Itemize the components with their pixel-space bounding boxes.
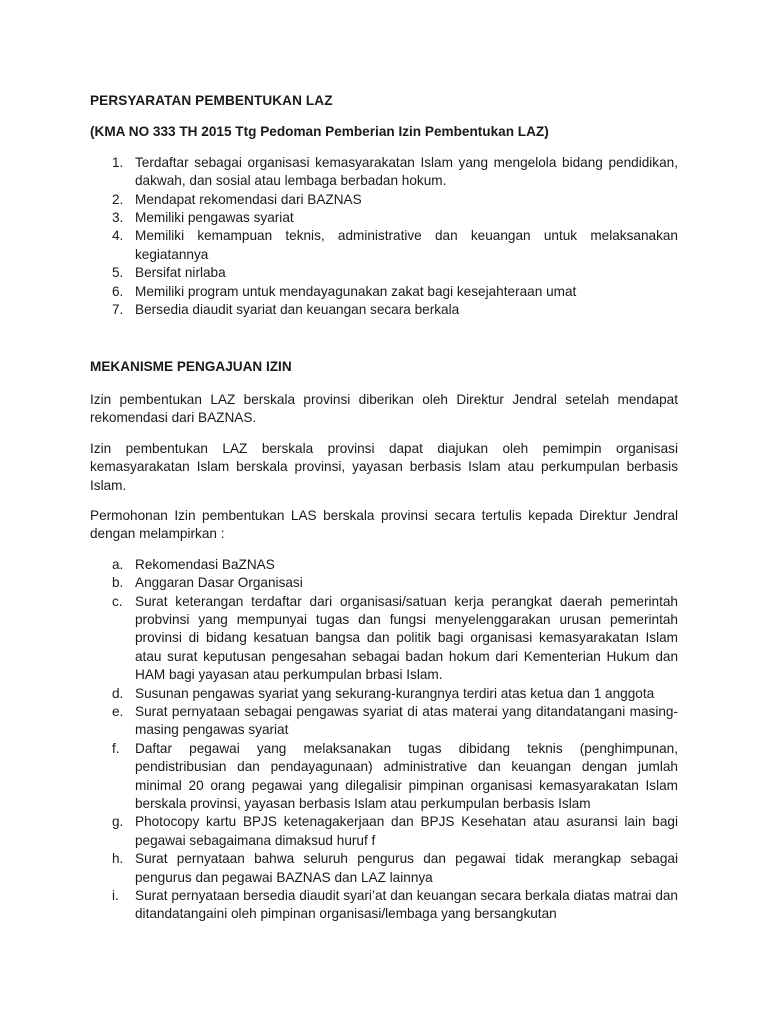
list-marker: 5. — [112, 265, 124, 281]
list-item — [90, 264, 678, 282]
list-item — [90, 740, 678, 814]
list-item-text: Surat pernyataan bahwa seluruh pengurus dan pegawai tidak merangkap sebagai pengurus dan pegawai BAZNAS dan LAZ lainnya — [135, 851, 678, 885]
list-item — [90, 574, 678, 592]
list-item — [90, 283, 678, 301]
list-marker: f. — [112, 740, 120, 756]
list-marker: 7. — [112, 302, 124, 318]
list-marker: 3. — [112, 210, 124, 226]
attachments-list — [90, 556, 678, 924]
list-item — [90, 703, 678, 740]
list-marker: 6. — [112, 283, 124, 299]
list-marker: 4. — [112, 228, 124, 244]
list-item-text: Terdaftar sebagai organisasi kemasyarakatan Islam yang mengelola bidang pendidikan, dakwah, dan sosial atau lembaga berbadan hokum. — [135, 154, 678, 189]
list-item-text: Memiliki pengawas syariat — [135, 210, 294, 226]
list-item — [90, 556, 678, 574]
list-item — [90, 301, 678, 319]
list-marker: 2. — [112, 191, 124, 207]
list-item-text: Susunan pengawas syariat yang sekurang-kurangnya terdiri atas ketua dan 1 anggota — [135, 685, 655, 701]
list-item — [90, 154, 678, 191]
list-item — [90, 813, 678, 850]
list-item-text: Daftar pegawai yang melaksanakan tugas dibidang teknis (penghimpunan, pendistribusian dan pendayagunaan) administrative dan keuangan dengan jumlah minimal 20 orang pegawai yang dilegalisir pimpinan organisasi kemasyarakatan Islam berskala provinsi, yayasan berbasis Islam atau perkumpulan berbasis Islam — [135, 740, 678, 811]
section-title: MEKANISME PENGAJUAN IZIN — [90, 359, 292, 375]
list-marker: e. — [112, 703, 124, 719]
document-subtitle: (KMA NO 333 TH 2015 Ttg Pedoman Pemberian Izin Pembentukan LAZ) — [90, 124, 549, 140]
paragraph: Izin pembentukan LAZ berskala provinsi diberikan oleh Direktur Jendral setelah mendapat rekomendasi dari BAZNAS. — [90, 391, 678, 426]
list-item-text: Rekomendasi BaZNAS — [135, 556, 275, 572]
paragraph: Izin pembentukan LAZ berskala provinsi dapat diajukan oleh pemimpin organisasi kemasyarakatan Islam berskala provinsi, yayasan berbasis Islam atau perkumpulan berbasis Islam. — [90, 440, 678, 493]
list-marker: 1. — [112, 154, 124, 170]
list-marker: b. — [112, 575, 124, 591]
list-item — [90, 227, 678, 264]
list-item — [90, 685, 678, 703]
list-item-text: Bersifat nirlaba — [135, 265, 226, 281]
list-marker: c. — [112, 593, 123, 609]
list-item-text: Surat pernyataan bersedia diaudit syari’at dan keuangan secara berkala diatas matrai dan ditandatangaini oleh pimpinan organisasi/lembaga yang bersangkutan — [135, 888, 678, 922]
requirements-list — [90, 154, 678, 320]
paragraph: Permohonan Izin pembentukan LAS berskala provinsi secara tertulis kepada Direktur Jendral dengan melampirkan : — [90, 507, 678, 542]
list-item-text: Bersedia diaudit syariat dan keuangan secara berkala — [135, 302, 460, 318]
list-item-text: Memiliki kemampuan teknis, administrative dan keuangan untuk melaksanakan kegiatannya — [135, 228, 678, 262]
list-item — [90, 887, 678, 924]
list-marker: h. — [112, 851, 124, 867]
list-item — [90, 850, 678, 887]
list-item-text: Memiliki program untuk mendayagunakan zakat bagi kesejahteraan umat — [135, 283, 577, 299]
list-marker: i. — [112, 888, 119, 904]
list-marker: g. — [112, 814, 124, 830]
list-item-text: Surat keterangan terdaftar dari organisasi/satuan kerja perangkat daerah pemerintah probvinsi yang mempunyai tugas dan fungsi menyelenggarakan urusan pemerintah provinsi di bidang kesatuan bangsa dan politik bagi organisasi kemasyarakatan Islam atau surat keputusan pengesahan sebagai badan hokum dari Kementerian Hukum dan HAM bagi yayasan atau perkumpulan brbasi Islam. — [135, 593, 678, 683]
list-item — [90, 593, 678, 685]
list-item-text: Photocopy kartu BPJS ketenagakerjaan dan BPJS Kesehatan atau asuransi lain bagi pegawai sebagaimana dimaksud huruf f — [135, 814, 678, 848]
list-marker: d. — [112, 685, 124, 701]
list-item-text: Mendapat rekomendasi dari BAZNAS — [135, 191, 362, 207]
list-item — [90, 209, 678, 227]
document-title: PERSYARATAN PEMBENTUKAN LAZ — [90, 93, 333, 108]
document-page — [90, 92, 678, 924]
list-item — [90, 191, 678, 209]
list-item-text: Surat pernyataan sebagai pengawas syariat di atas materai yang ditandatangani masing-masing pengawas syariat — [135, 703, 678, 738]
list-marker: a. — [112, 556, 124, 572]
list-item-text: Anggaran Dasar Organisasi — [135, 575, 303, 591]
